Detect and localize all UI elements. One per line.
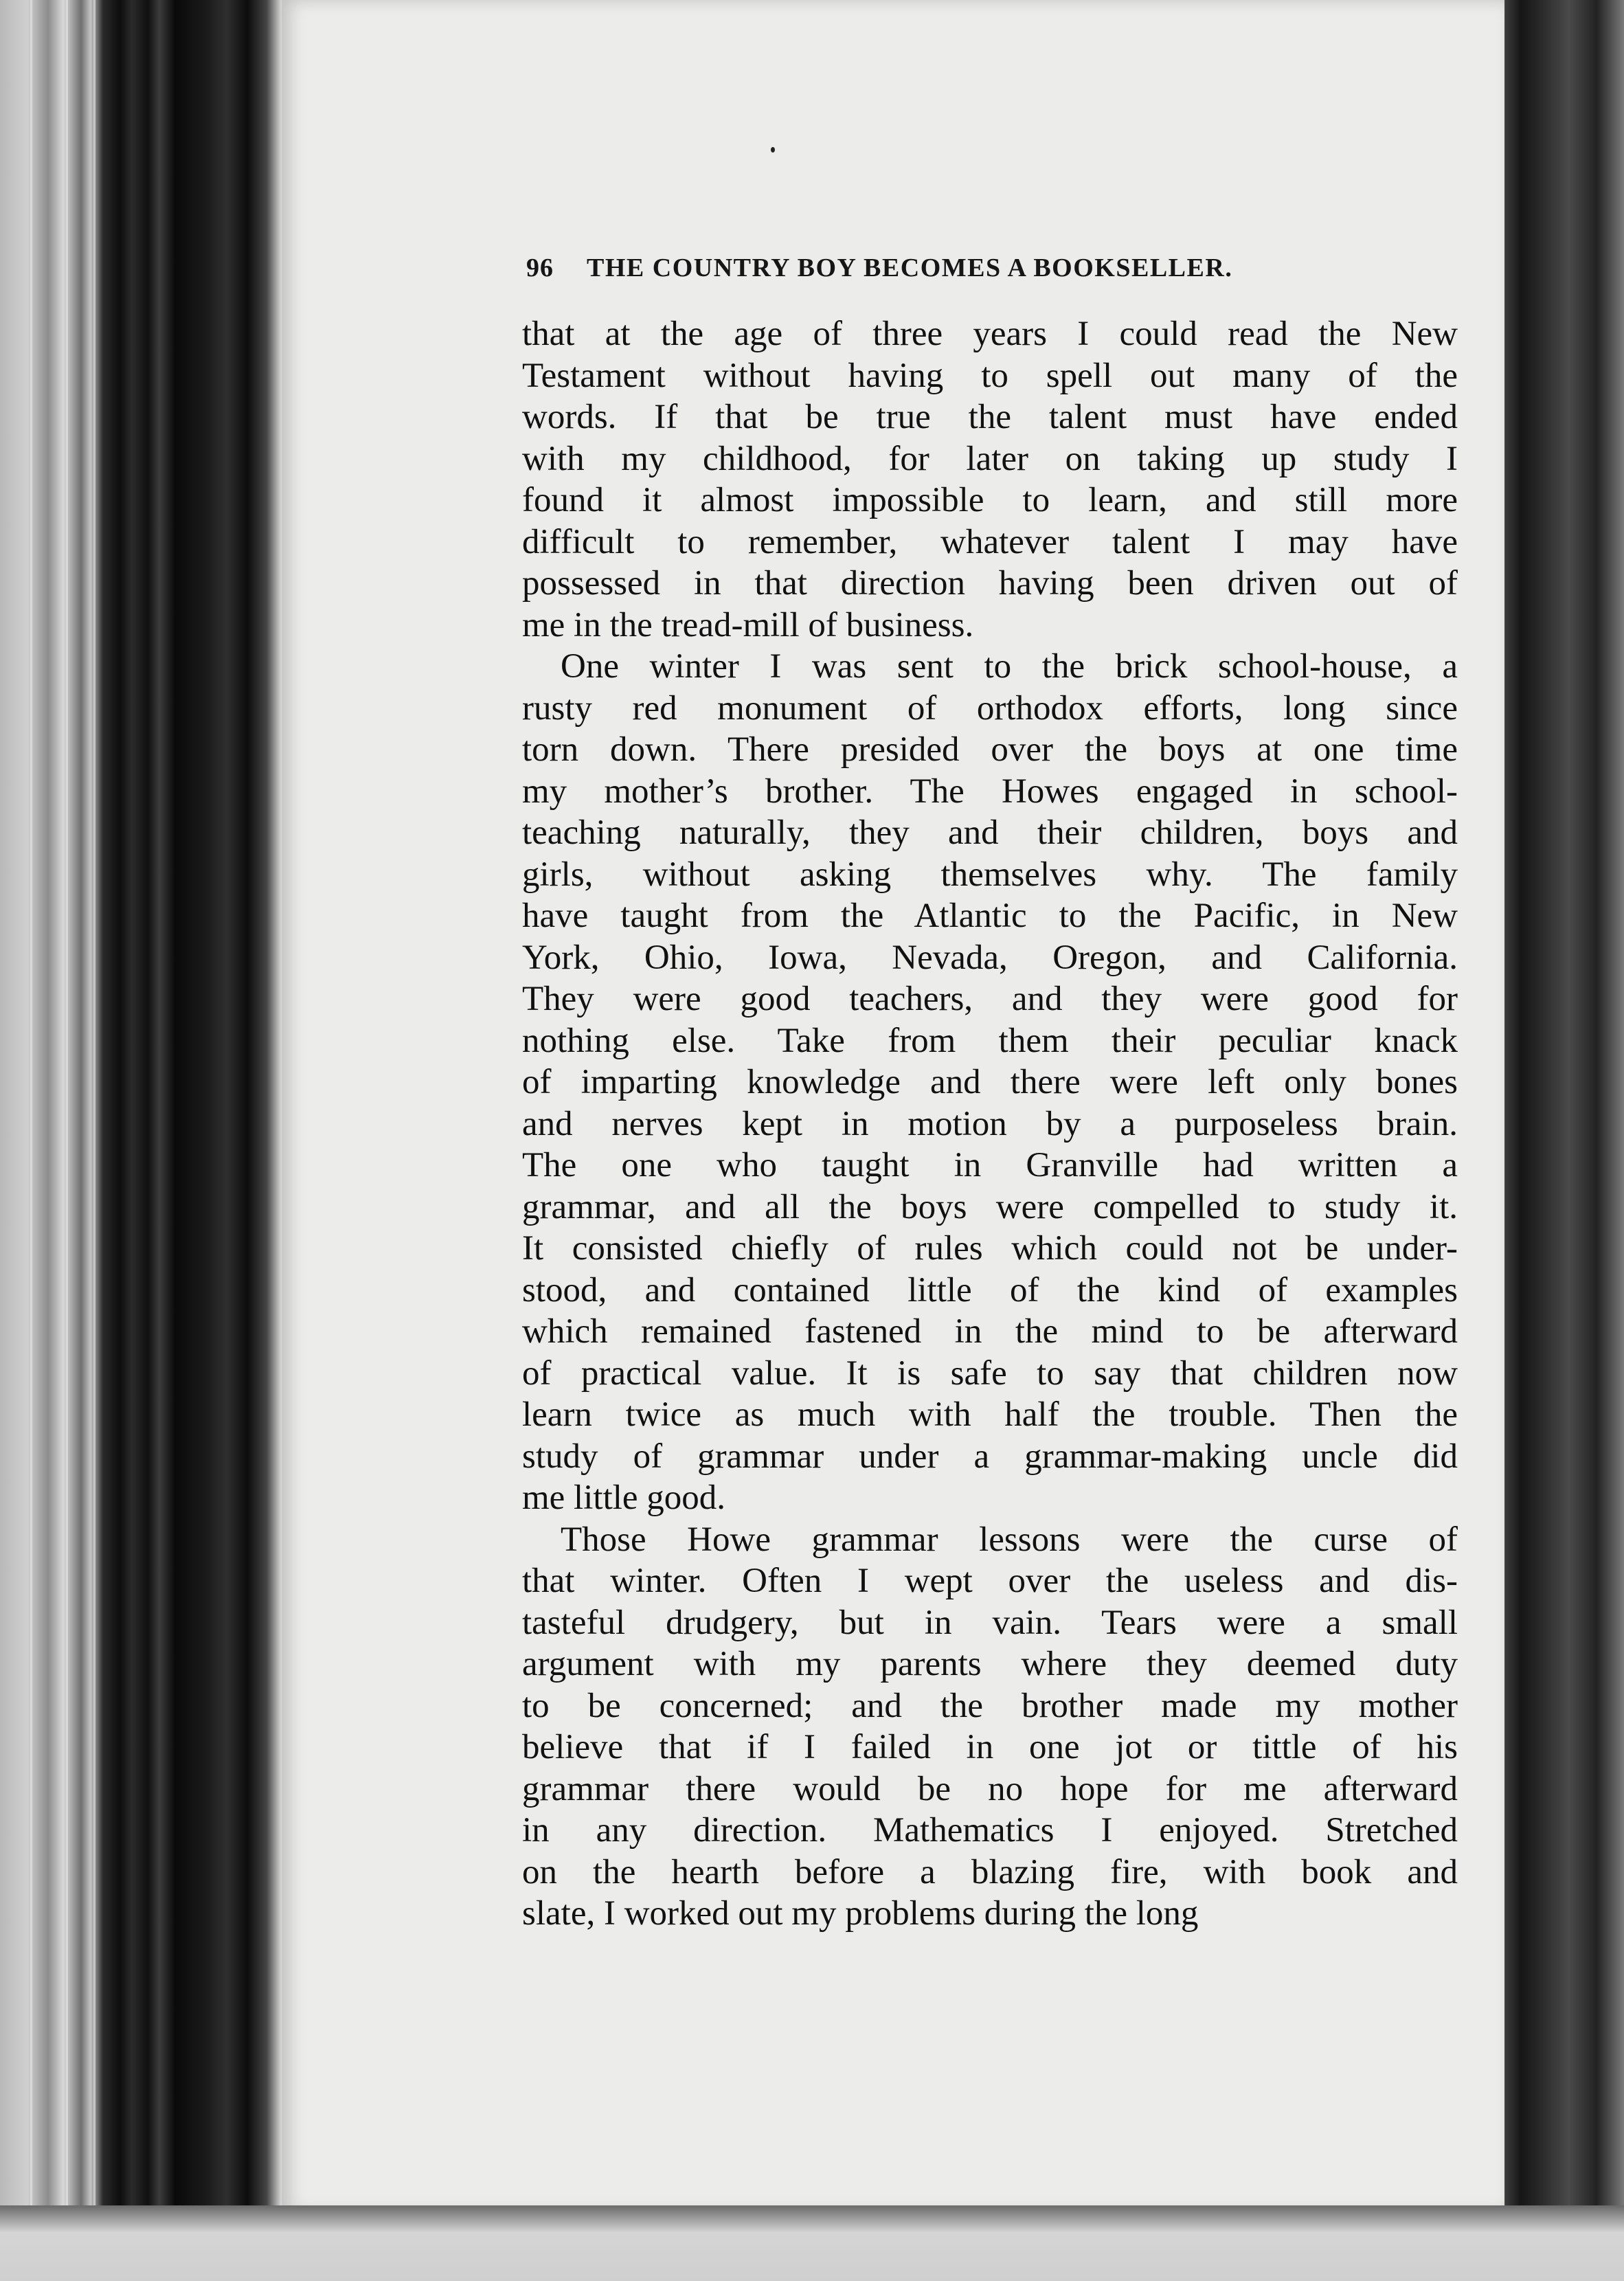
book-page xyxy=(282,0,1504,2212)
text-line: me in the tread-mill of business. xyxy=(522,605,974,644)
text-line: to be concerned; and the brother made my mother xyxy=(522,1686,1458,1725)
paragraph xyxy=(522,1519,1458,1935)
paragraph xyxy=(522,313,1458,646)
text-line: that winter. Often I wept over the useless and dis- xyxy=(522,1562,1458,1600)
text-line: girls, without asking themselves why. The family xyxy=(522,855,1458,894)
text-line: grammar there would be no hope for me afterward xyxy=(522,1769,1458,1808)
text-line: believe that if I failed in one jot or tittle of his xyxy=(522,1728,1458,1766)
book-page-edges xyxy=(0,0,282,2281)
text-line: have taught from the Atlantic to the Pacific, in New xyxy=(522,897,1458,935)
text-line: teaching naturally, they and their children, boys and xyxy=(522,813,1458,852)
text-line: with my childhood, for later on taking up study I xyxy=(522,439,1458,478)
running-head xyxy=(526,253,1624,287)
text-line: and nerves kept in motion by a purposeless brain. xyxy=(522,1104,1458,1143)
text-line: It consisted chiefly of rules which could not be under- xyxy=(522,1229,1458,1268)
text-line: torn down. There presided over the boys at one time xyxy=(522,730,1458,769)
text-line: York, Ohio, Iowa, Nevada, Oregon, and California. xyxy=(522,938,1458,977)
text-line: tasteful drudgery, but in vain. Tears were a small xyxy=(522,1603,1458,1642)
text-line: grammar, and all the boys were compelled to study it. xyxy=(522,1187,1458,1226)
paragraph xyxy=(522,646,1458,1519)
text-line: on the hearth before a blazing fire, with book and xyxy=(522,1852,1458,1891)
text-line: slate, I worked out my problems during the long xyxy=(522,1894,1199,1933)
page-edge-line xyxy=(93,0,95,2281)
text-line: One winter I was sent to the brick school-house, a xyxy=(561,647,1458,686)
text-line: me little good. xyxy=(522,1479,726,1517)
text-line: learn twice as much with half the trouble. Then the xyxy=(522,1395,1458,1434)
page-edge-line xyxy=(30,0,32,2281)
text-line: possessed in that direction having been driven out of xyxy=(522,564,1458,603)
text-line: They were good teachers, and they were good for xyxy=(522,980,1458,1018)
page-number: 96 xyxy=(526,254,554,282)
scan-bottom-margin xyxy=(0,2205,1624,2281)
text-line: in any direction. Mathematics I enjoyed. Stretched xyxy=(522,1811,1458,1850)
running-title: THE COUNTRY BOY BECOMES A BOOKSELLER. xyxy=(587,254,1233,282)
page-edge-line xyxy=(66,0,68,2281)
text-line: of practical value. It is safe to say that children now xyxy=(522,1353,1458,1393)
text-line: of imparting knowledge and there were left only bones xyxy=(522,1063,1458,1101)
text-line: that at the age of three years I could read the New xyxy=(522,315,1458,353)
body-text xyxy=(522,313,1458,1935)
text-line: rusty red monument of orthodox efforts, long since xyxy=(522,688,1458,728)
text-line: words. If that be true the talent must have ended xyxy=(522,398,1458,436)
text-line: The one who taught in Granville had written a xyxy=(522,1146,1458,1184)
text-line: nothing else. Take from them their peculiar knack xyxy=(522,1021,1458,1060)
text-line: stood, and contained little of the kind of examples xyxy=(522,1270,1458,1310)
text-line: Those Howe grammar lessons were the curse of xyxy=(561,1520,1458,1559)
facing-page-edge xyxy=(1493,0,1624,2281)
text-line: study of grammar under a grammar-making uncle did xyxy=(522,1437,1458,1476)
text-line: argument with my parents where they deemed duty xyxy=(522,1645,1458,1683)
text-line: found it almost impossible to learn, and still more xyxy=(522,481,1458,519)
ink-speck xyxy=(771,147,775,153)
text-line: Testament without having to spell out many of the xyxy=(522,356,1458,395)
text-line: which remained fastened in the mind to be afterward xyxy=(522,1312,1458,1351)
text-line: my mother’s brother. The Howes engaged in school- xyxy=(522,772,1458,811)
text-line: difficult to remember, whatever talent I may have xyxy=(522,522,1458,561)
